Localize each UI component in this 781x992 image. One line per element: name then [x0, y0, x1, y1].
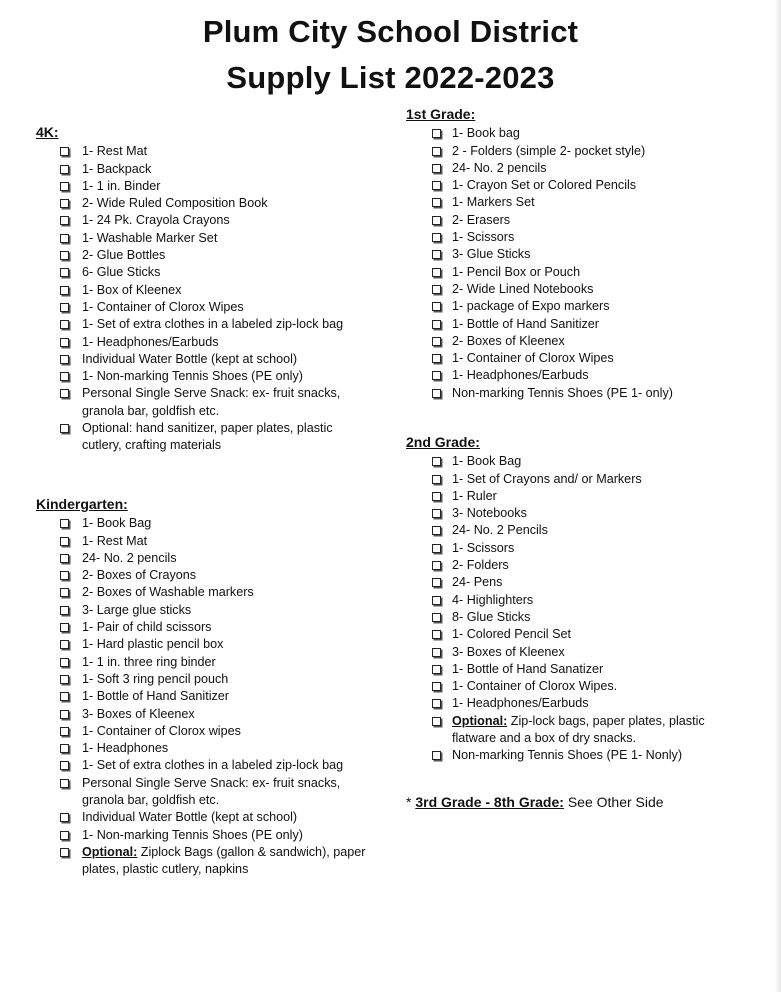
- list-item: [36, 351, 366, 368]
- list-item: [36, 775, 366, 810]
- list-item: [36, 533, 366, 550]
- list-item-text: 1- Book Bag: [82, 516, 152, 531]
- checkbox-icon: [432, 164, 441, 173]
- list-item: [36, 671, 366, 688]
- checkbox-icon: [432, 717, 441, 726]
- list-item: [36, 385, 366, 420]
- optional-text: Ziplock Bags (gallon & sandwich), paper plates, plastic cutlery, napkins: [82, 844, 366, 877]
- list-item-text: 1- Container of Clorox wipes: [82, 723, 241, 738]
- checkbox-icon: [60, 338, 69, 347]
- optional-label: Optional:: [452, 713, 508, 728]
- item-list-kindergarten-optional: [36, 844, 366, 879]
- list-item-text: 1- 1 in. three ring binder: [82, 654, 216, 669]
- checkbox-icon: [60, 519, 69, 528]
- list-item-text: 1- Backpack: [82, 161, 152, 176]
- checkbox-icon: [60, 692, 69, 701]
- list-item-text: 1- Colored Pencil Set: [452, 627, 572, 642]
- list-item: [36, 230, 366, 247]
- checkbox-icon: [432, 389, 441, 398]
- document-title-district: Plum City School District: [202, 14, 579, 49]
- checkbox-icon: [432, 268, 441, 277]
- list-item-text: 1- Book bag: [452, 126, 520, 141]
- checkbox-icon: [60, 554, 69, 563]
- list-item: [406, 160, 736, 177]
- list-item-text: 1- Headphones/Earbuds: [82, 334, 219, 349]
- list-item: [406, 713, 736, 748]
- list-item: [36, 688, 366, 705]
- list-item-text: 24- Pens: [452, 575, 503, 590]
- list-item-text: Personal Single Serve Snack: ex- fruit snacks, granola bar, goldfish etc.: [82, 386, 341, 418]
- checkbox-icon: [432, 147, 441, 156]
- footer-star: *: [406, 794, 416, 810]
- list-item: [36, 550, 366, 567]
- checkbox-icon: [60, 779, 69, 788]
- list-item: [36, 282, 366, 299]
- checkbox-icon: [432, 354, 441, 363]
- list-item: [36, 619, 366, 636]
- list-item-text: 1- Set of extra clothes in a labeled zip-lock bag: [82, 758, 344, 773]
- list-item-text: 1- Ruler: [452, 488, 497, 503]
- checkbox-icon: [60, 606, 69, 615]
- checkbox-icon: [60, 372, 69, 381]
- list-item: [36, 809, 366, 826]
- list-item-text: 1- Rest Mat: [82, 144, 148, 159]
- list-item: [36, 247, 366, 264]
- list-item: [36, 420, 366, 455]
- list-item: [406, 194, 736, 211]
- list-item: [36, 316, 366, 333]
- footer-rest: See Other Side: [563, 794, 664, 810]
- checkbox-icon: [432, 371, 441, 380]
- list-item-text: 24- No. 2 pencils: [82, 550, 177, 565]
- list-item-text: 1- Container of Clorox Wipes.: [452, 679, 618, 694]
- list-item: [36, 602, 366, 619]
- list-item-text: 1- Washable Marker Set: [82, 230, 218, 245]
- list-item-text: 1- Scissors: [452, 540, 515, 555]
- checkbox-icon: [432, 509, 441, 518]
- list-item: [36, 567, 366, 584]
- list-item: [36, 368, 366, 385]
- list-item-text: 1- Markers Set: [452, 195, 535, 210]
- list-item-text: 1- Headphones: [82, 741, 169, 756]
- list-item: [36, 212, 366, 229]
- list-item-text: 3- Large glue sticks: [82, 602, 192, 617]
- see-other-side-note: [406, 794, 664, 810]
- list-item-text: 2- Folders: [452, 558, 509, 573]
- list-item: [406, 574, 736, 591]
- checkbox-icon: [432, 457, 441, 466]
- checkbox-icon: [432, 302, 441, 311]
- checkbox-icon: [432, 613, 441, 622]
- list-item-text: 2- Glue Bottles: [82, 248, 166, 263]
- list-item-text: 1- package of Expo markers: [452, 299, 610, 314]
- list-item-text: 6- Glue Sticks: [82, 265, 161, 280]
- list-item: [406, 609, 736, 626]
- checkbox-icon: [432, 699, 441, 708]
- list-item-text: 1- Pair of child scissors: [82, 620, 212, 635]
- list-item: [406, 298, 736, 315]
- list-item-text: 1- Container of Clorox Wipes: [82, 299, 244, 314]
- section-2nd-grade: [406, 434, 736, 765]
- list-item-text: 1- Hard plastic pencil box: [82, 637, 224, 652]
- list-item: [36, 757, 366, 774]
- list-item: [406, 678, 736, 695]
- checkbox-icon: [432, 216, 441, 225]
- checkbox-icon: [60, 658, 69, 667]
- list-item: [36, 636, 366, 653]
- list-item: [406, 557, 736, 574]
- list-item-text: 24- No. 2 pencils: [452, 160, 547, 175]
- list-item-text: 1- Bottle of Hand Sanitizer: [452, 316, 600, 331]
- list-item-text: Non-marking Tennis Shoes (PE 1- only): [452, 385, 673, 400]
- checkbox-icon: [432, 285, 441, 294]
- checkbox-icon: [60, 710, 69, 719]
- checkbox-icon: [60, 571, 69, 580]
- list-item-text: 2- Wide Ruled Composition Book: [82, 196, 268, 211]
- list-item-text: 3- Glue Sticks: [452, 247, 531, 262]
- list-item: [406, 264, 736, 281]
- list-item: [406, 592, 736, 609]
- checkbox-icon: [60, 848, 69, 857]
- checkbox-icon: [432, 682, 441, 691]
- list-item: [406, 626, 736, 643]
- list-item-text: Individual Water Bottle (kept at school): [82, 810, 298, 825]
- list-item: [406, 505, 736, 522]
- checkbox-icon: [60, 813, 69, 822]
- list-item: [406, 453, 736, 470]
- checkbox-icon: [60, 147, 69, 156]
- checkbox-icon: [60, 640, 69, 649]
- list-item: [406, 661, 736, 678]
- list-item: [36, 740, 366, 757]
- list-item: [36, 827, 366, 844]
- section-heading-4k: 4K:: [36, 124, 59, 140]
- list-item-text: 1- Book Bag: [452, 454, 522, 469]
- list-item: [406, 644, 736, 661]
- list-item: [36, 178, 366, 195]
- list-item-text: 8- Glue Sticks: [452, 609, 531, 624]
- list-item: [406, 316, 736, 333]
- list-item: [36, 515, 366, 532]
- footer-grades: 3rd Grade - 8th Grade:: [415, 794, 564, 810]
- checkbox-icon: [60, 389, 69, 398]
- checkbox-icon: [60, 675, 69, 684]
- list-item: [406, 385, 736, 402]
- checkbox-icon: [432, 320, 441, 329]
- item-list-1st-grade: [406, 125, 736, 402]
- checkbox-icon: [60, 234, 69, 243]
- list-item: [406, 212, 736, 229]
- item-list-4k: [36, 143, 366, 454]
- list-item: [406, 281, 736, 298]
- list-item: [406, 471, 736, 488]
- checkbox-icon: [432, 129, 441, 138]
- list-item-text: 1- Headphones/Earbuds: [452, 696, 589, 711]
- list-item: [406, 350, 736, 367]
- list-item: [406, 246, 736, 263]
- checkbox-icon: [60, 216, 69, 225]
- checkbox-icon: [432, 596, 441, 605]
- section-4k: [36, 124, 366, 455]
- list-item-text: 2- Wide Lined Notebooks: [452, 281, 594, 296]
- list-item-text: 1- Soft 3 ring pencil pouch: [82, 671, 229, 686]
- checkbox-icon: [432, 526, 441, 535]
- list-item-text: 1- 24 Pk. Crayola Crayons: [82, 213, 230, 228]
- checkbox-icon: [60, 165, 69, 174]
- list-item: [36, 334, 366, 351]
- list-item-text: 2- Boxes of Crayons: [82, 568, 197, 583]
- list-item: [406, 488, 736, 505]
- list-item: [36, 143, 366, 160]
- checkbox-icon: [60, 199, 69, 208]
- list-item-text: 1- Headphones/Earbuds: [452, 368, 589, 383]
- list-item-text: 1- Bottle of Hand Sanatizer: [452, 661, 604, 676]
- list-item: [406, 333, 736, 350]
- list-item-text: 3- Boxes of Kleenex: [452, 644, 565, 659]
- list-item: [406, 367, 736, 384]
- checkbox-icon: [432, 492, 441, 501]
- checkbox-icon: [432, 475, 441, 484]
- checkbox-icon: [60, 355, 69, 364]
- section-heading-1st-grade: 1st Grade:: [406, 106, 476, 122]
- checkbox-icon: [60, 727, 69, 736]
- checkbox-icon: [60, 761, 69, 770]
- item-list-2nd-grade-tail: [406, 713, 736, 765]
- document-title-supply-list: Supply List 2022-2023: [226, 60, 555, 95]
- list-item-text: Individual Water Bottle (kept at school): [82, 351, 298, 366]
- list-item: [406, 143, 736, 160]
- list-item: [406, 747, 736, 764]
- optional-text: Zip-lock bags, paper plates, plastic flatware and a box of dry snacks.: [452, 713, 705, 746]
- item-list-kindergarten: [36, 515, 366, 844]
- list-item-text: 1- Bottle of Hand Sanitizer: [82, 689, 230, 704]
- list-item: [36, 654, 366, 671]
- list-item: [36, 844, 366, 879]
- section-kindergarten: [36, 496, 366, 879]
- list-item-text: 1- Crayon Set or Colored Pencils: [452, 178, 637, 193]
- list-item: [406, 125, 736, 142]
- list-item-text: 1- Non-marking Tennis Shoes (PE only): [82, 827, 303, 842]
- list-item: [36, 161, 366, 178]
- checkbox-icon: [432, 751, 441, 760]
- section-heading-kindergarten: Kindergarten:: [36, 496, 128, 512]
- checkbox-icon: [432, 561, 441, 570]
- list-item-text: 1- Non-marking Tennis Shoes (PE only): [82, 369, 303, 384]
- checkbox-icon: [432, 198, 441, 207]
- list-item-text: 2- Erasers: [452, 212, 511, 227]
- checkbox-icon: [60, 251, 69, 260]
- list-item-text: 3- Boxes of Kleenex: [82, 706, 195, 721]
- section-1st-grade: [406, 106, 736, 402]
- list-item: [406, 177, 736, 194]
- list-item: [36, 706, 366, 723]
- list-item-text: 1- Box of Kleenex: [82, 282, 182, 297]
- checkbox-icon: [432, 648, 441, 657]
- checkbox-icon: [60, 623, 69, 632]
- list-item-text: 1- Pencil Box or Pouch: [452, 264, 581, 279]
- list-item-text: 2- Boxes of Kleenex: [452, 333, 565, 348]
- list-item: [406, 522, 736, 539]
- list-item-text: Non-marking Tennis Shoes (PE 1- Nonly): [452, 748, 683, 763]
- list-item-text: 1- Set of Crayons and/ or Markers: [452, 471, 642, 486]
- list-item-text: 3- Notebooks: [452, 506, 527, 521]
- list-item-text: 1- Scissors: [452, 230, 515, 245]
- list-item: [36, 723, 366, 740]
- page-edge-shadow: [775, 0, 781, 992]
- list-item: [36, 195, 366, 212]
- list-item-text: 1- Set of extra clothes in a labeled zip-lock bag: [82, 317, 344, 332]
- list-item: [406, 229, 736, 246]
- checkbox-icon: [60, 588, 69, 597]
- checkbox-icon: [432, 544, 441, 553]
- list-item-text: 1- 1 in. Binder: [82, 178, 161, 193]
- list-item-text: Personal Single Serve Snack: ex- fruit snacks, granola bar, goldfish etc.: [82, 775, 341, 808]
- list-item: [36, 299, 366, 316]
- checkbox-icon: [60, 182, 69, 191]
- checkbox-icon: [60, 286, 69, 295]
- list-item: [36, 584, 366, 601]
- checkbox-icon: [60, 744, 69, 753]
- list-item-text: Optional: hand sanitizer, paper plates, plastic cutlery, crafting materials: [82, 421, 333, 453]
- list-item-text: 1- Container of Clorox Wipes: [452, 351, 614, 366]
- checkbox-icon: [60, 424, 69, 433]
- checkbox-icon: [60, 268, 69, 277]
- checkbox-icon: [60, 320, 69, 329]
- checkbox-icon: [432, 630, 441, 639]
- checkbox-icon: [60, 537, 69, 546]
- checkbox-icon: [432, 665, 441, 674]
- item-list-2nd-grade: [406, 453, 736, 712]
- list-item: [406, 695, 736, 712]
- checkbox-icon: [432, 250, 441, 259]
- list-item-text: 1- Rest Mat: [82, 533, 148, 548]
- list-item-text: 2 - Folders (simple 2- pocket style): [452, 143, 646, 158]
- optional-label: Optional:: [82, 844, 138, 859]
- checkbox-icon: [432, 337, 441, 346]
- checkbox-icon: [60, 831, 69, 840]
- checkbox-icon: [432, 181, 441, 190]
- checkbox-icon: [432, 233, 441, 242]
- list-item: [36, 264, 366, 281]
- checkbox-icon: [60, 303, 69, 312]
- checkbox-icon: [432, 578, 441, 587]
- list-item-text: 24- No. 2 Pencils: [452, 523, 548, 538]
- list-item-text: 4- Highlighters: [452, 592, 534, 607]
- section-heading-2nd-grade: 2nd Grade:: [406, 434, 480, 450]
- list-item-text: 2- Boxes of Washable markers: [82, 585, 254, 600]
- list-item: [406, 540, 736, 557]
